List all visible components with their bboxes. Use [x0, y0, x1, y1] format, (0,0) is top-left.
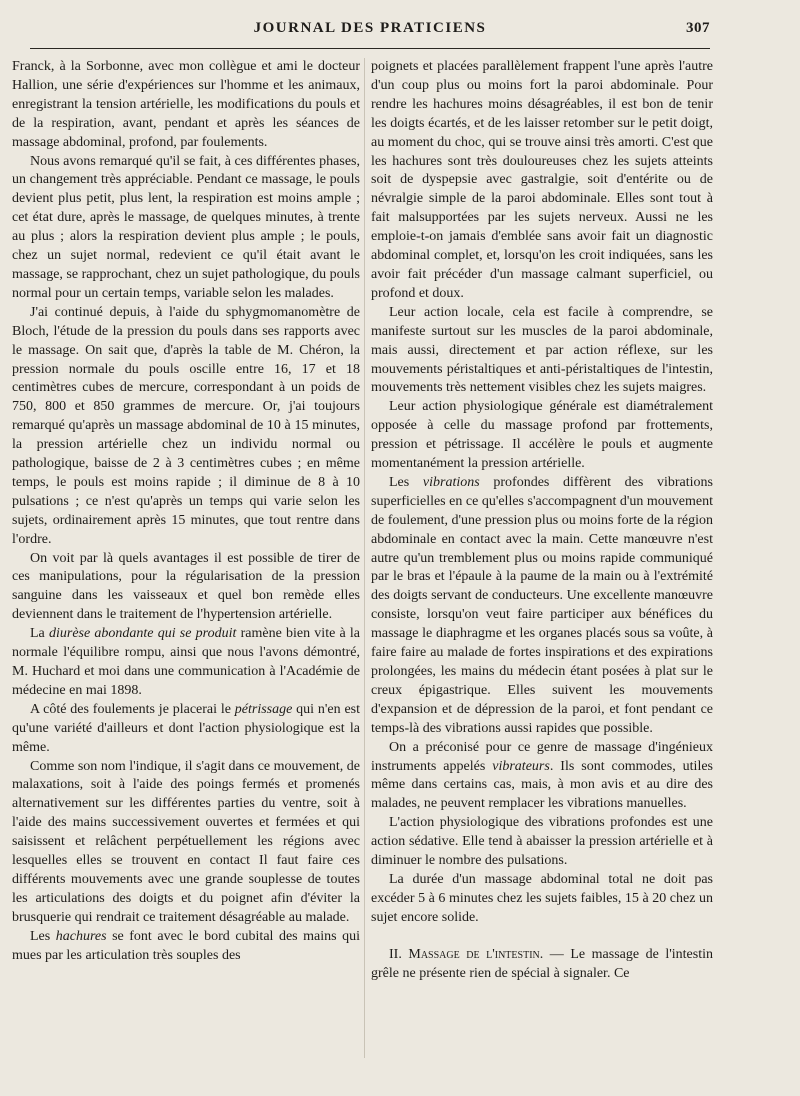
text-run: ramène bien vite à la normale l'équilibre rompu, ainsi que nous l'avons démontré, M. Huchard et moi dans une communication à l'Académie de médecine en mai 1898.: [12, 626, 361, 698]
running-head: JOURNAL DES PRATICIENS: [253, 20, 487, 36]
text-run: On a préconisé pour ce genre de massage d'ingénieux instruments appelés: [371, 739, 713, 774]
section-heading: II. Massage de l'intestin.: [389, 946, 544, 962]
paragraph: Nous avons remarqué qu'il se fait, à ces différentes phases, un changement très appréciable. Pendant ce massage, le pouls devient plus petit, plus lent, la respiration est moins ample ; cet état dure, après le massage, de quelques minutes, à trente au plus ; alors la respiration devient plus ample ; le pouls, chez un sujet normal, redevient ce qu'il était avant le massage, se rapprochant, chez un sujet pathologique, du pouls normal pour un certain temps, variable selon les malades.: [12, 153, 360, 301]
paragraph: [371, 474, 713, 739]
text-run: Les: [389, 474, 423, 490]
text-run: Les: [30, 928, 56, 944]
paragraph: [12, 701, 360, 758]
paragraph: La durée d'un massage abdominal total ne doit pas excéder 5 à 6 minutes chez les sujets faibles, 15 à 20 chez un sujet encore solide.: [371, 871, 713, 925]
right-column: [371, 58, 713, 984]
italic-term: vibrations: [422, 474, 480, 490]
paragraph: Leur action physiologique générale est diamétralement opposée à celle du massage profond par frottements, pression et pétrissage. Il accélère le pouls et augmente momentanément la pression artérielle.: [371, 399, 713, 472]
text-run: — Le massage de l'intestin grêle ne présente rien de spécial à signaler. Ce: [371, 946, 713, 981]
text-run: se font avec le bord cubital des mains qui mues par les articulation très souples des: [12, 928, 360, 963]
left-column: [12, 58, 360, 966]
text-run: qui n'en est qu'une variété d'ailleurs et dont l'action physiologique est la même.: [12, 701, 361, 755]
paragraph: L'action physiologique des vibrations profondes est une action sédative. Elle tend à abaisser la pression artérielle et à diminuer le nombre des pulsations.: [371, 815, 713, 869]
paragraph: [12, 625, 360, 701]
page-number: 307: [686, 20, 710, 36]
italic-phrase: diurèse abondante qui se produit: [48, 626, 237, 642]
italic-term: vibrateurs: [492, 758, 550, 774]
paragraph: Leur action locale, cela est facile à comprendre, se manifeste surtout sur les muscles de la paroi abdominale, mais aussi, directement et par action réflexe, sur les mouvements péristaltiques et anti-péristaltiques de l'intestin, mouvements très nettement visibles chez les sujets maigres.: [371, 304, 713, 396]
page-header: [30, 20, 710, 46]
column-divider: [364, 58, 365, 1058]
text-run: profondes diffèrent des vibrations superficielles en ce qu'elles s'accompagnent d'un mouvement de foulement, d'une pression plus ou moins forte de la région abdominale en contact avec la main. Cette manœuvre n'est autre qu'un tremblement plus ou moins rapide communiqué par le bras et l'épaule à la paume de la main ou à l'extrémité des doigts servant de conducteurs. Une excellente manœuvre consiste, lorsqu'on veut faire participer aux bénéfices du massage le diaphragme et les organes placés sous sa voûte, à faire faire au malade de fortes inspirations et des expirations prolongées, les mains du médecin étant posées à plat sur le creux épigastrique. Elles suivent les mouvements d'expansion et de dépression de la paroi, et font pendant ce temps-là des vibrations aussi rapides que possible.: [371, 474, 713, 736]
section-paragraph: [371, 946, 713, 984]
text-run: A côté des foulements je placerai le: [30, 701, 235, 717]
paragraph: Comme son nom l'indique, il s'agit dans ce mouvement, de malaxations, soit à l'aide des poings fermés et promenés alternativement sur les différentes parties du ventre, soit à l'aide des mains successivement ouvertes et fermées et qui saisissent et relâchent perpétuellement les régions avec lesquelles elles se trouvent en contact Il faut faire ces différents mouvements avec une grande souplesse de toutes les articulations des doigts et du poignet afin d'éviter la brusquerie qui rendrait ce traitement désagréable au malade.: [12, 758, 360, 925]
paragraph: [12, 928, 360, 966]
paragraph: poignets et placées parallèlement frappent l'une après l'autre d'un coup plus ou moins fort la paroi abdominale. Pour rendre les hachures moins désagréables, il est bon de tenir les doigts écartés, et de les laisser retomber sur le petit doigt, au moment du choc, qui se trouve ainsi très amorti. C'est que les hachures sont très douloureuses chez les sujets atteints soit de dyspepsie avec gastralgie, soit d'entérite ou de névralgie simple de la paroi abdominale. Elles sont tout à fait malsupportées par les sujets nerveux. Aussi ne les emploie-t-on jamais d'emblée sans avoir fait un diagnostic abdominal complet, et, lorsqu'on les croit indiquées, sans les avoir fait précéder d'un massage calmant superficiel, ou profond et doux.: [371, 59, 713, 301]
paragraph: On voit par là quels avantages il est possible de tirer de ces manipulations, pour la régularisation de la pression sanguine dans les vaisseaux et quel bon remède elles deviennent dans le traitement de l'hypertension artérielle.: [12, 550, 360, 623]
paragraph: Franck, à la Sorbonne, avec mon collègue et ami le docteur Hallion, une série d'expériences sur l'homme et les animaux, enregistrant la tension artérielle, les modifications du pouls et de la respiration, avant, pendant et après les séances de massage abdominal, profond, par foulements.: [12, 59, 360, 150]
text-run: . Ils sont commodes, utiles même dans certains cas, mais, à mon avis et au dire des malades, ne peuvent remplacer les vibrations manuelles.: [371, 758, 714, 812]
header-rule: [30, 48, 710, 49]
text-run: La: [30, 626, 49, 642]
italic-term: pétrissage: [234, 701, 293, 717]
paragraph: J'ai continué depuis, à l'aide du sphygmomanomètre de Bloch, l'étude de la pression du pouls dans ses rapports avec le massage. On sait que, d'après la table de M. Chéron, la pression normale du pouls oscille entre 16, 17 et 18 centimètres cubes de mercure, correspondant à un poids de 750, 800 et 850 grammes de mercure. Or, j'ai toujours remarqué qu'après un massage abdominal de 10 à 15 minutes, la pression artérielle chez un individu normal ou pathologique, baisse de 2 à 3 centimètres cubes ; en même temps, le pouls est moins rapide ; il diminue de 8 à 10 pulsations ; ce n'est qu'après un temps qui varie selon les sujets, ordinairement après 15 minutes, que tout rentre dans l'ordre.: [12, 304, 360, 547]
paragraph: [371, 739, 713, 815]
italic-term: hachures: [55, 928, 107, 944]
